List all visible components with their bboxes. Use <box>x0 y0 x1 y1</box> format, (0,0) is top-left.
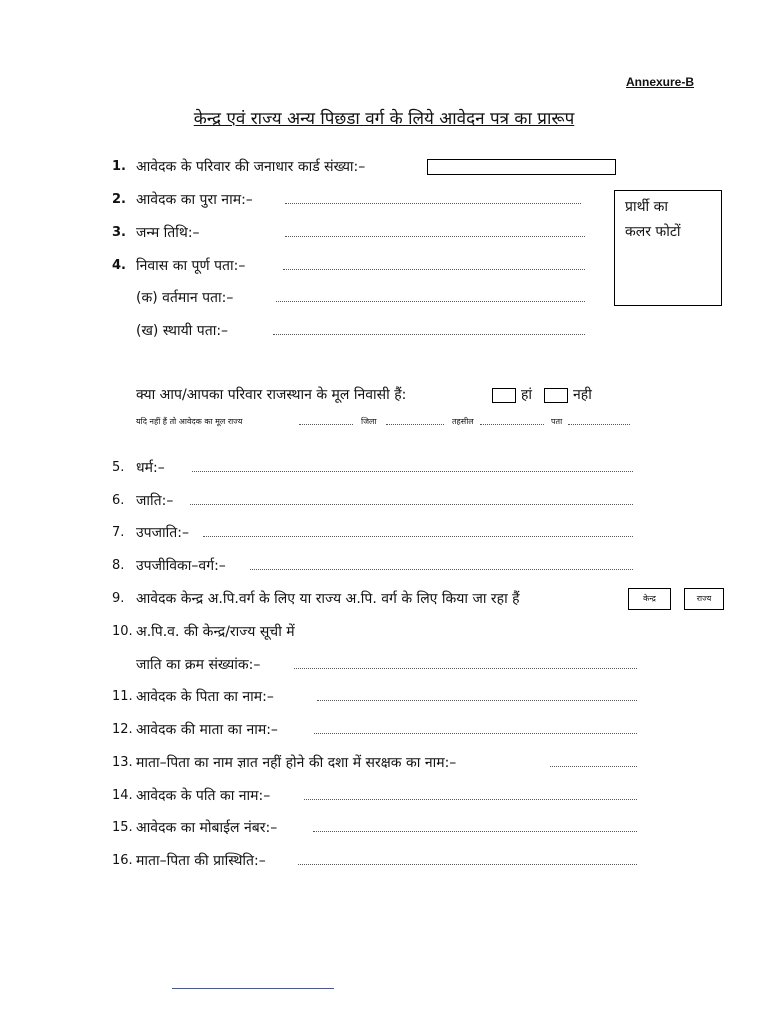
central-option-box[interactable]: केन्द्र <box>628 588 671 610</box>
item-number: 7. <box>112 525 125 540</box>
native-district-note: जिला <box>361 417 377 426</box>
photo-box-line1: प्रार्थी का <box>625 199 668 215</box>
guardian-name-input[interactable] <box>550 766 637 767</box>
no-label: नही <box>573 387 592 403</box>
field-label: उपजीविका–वर्ग:– <box>136 558 226 574</box>
permanent-address-input[interactable] <box>273 334 585 335</box>
item-number: 16. <box>112 853 133 868</box>
item-number: 15. <box>112 820 133 835</box>
field-label: माता–पिता की प्रास्थिति:– <box>136 853 266 869</box>
field-label: जाति का क्रम संख्यांक:– <box>136 657 261 673</box>
native-state-note: यदि नहीं हैं तो आवेदक का मूल राज्य <box>136 417 243 426</box>
yes-checkbox[interactable] <box>492 388 516 403</box>
annexure-label: Annexure-B <box>626 75 695 89</box>
religion-input[interactable] <box>192 471 633 472</box>
item-number: 3. <box>112 225 126 240</box>
mobile-number-input[interactable] <box>313 831 637 832</box>
field-label: आवेदक का पुरा नाम:– <box>136 192 253 208</box>
full-address-input[interactable] <box>283 269 585 270</box>
field-label: जन्म तिथि:– <box>136 225 200 241</box>
item-number: 9. <box>112 591 125 606</box>
photo-box-line2: कलर फोटों <box>625 224 681 240</box>
no-checkbox[interactable] <box>544 388 568 403</box>
field-label: आवेदक के परिवार की जनाधार कार्ड संख्या:– <box>136 159 366 175</box>
field-label: उपजाति:– <box>136 525 189 541</box>
native-tehsil-note: तहसील <box>452 417 474 426</box>
form-title: केन्द्र एवं राज्य अन्य पिछडा वर्ग के लिये आवेदन पत्र का प्रारूप <box>193 109 575 129</box>
item-number: 4. <box>112 258 126 273</box>
item-number: 13. <box>112 755 133 770</box>
item-number: 6. <box>112 493 125 508</box>
occupation-class-input[interactable] <box>250 569 633 570</box>
native-address-note: पता <box>551 417 563 426</box>
item-number: 1. <box>112 159 126 174</box>
full-name-input[interactable] <box>285 203 581 204</box>
birth-date-input[interactable] <box>285 236 585 237</box>
caste-serial-input[interactable] <box>294 668 637 669</box>
mother-name-input[interactable] <box>314 733 637 734</box>
parent-status-input[interactable] <box>298 864 637 865</box>
native-tehsil-input[interactable] <box>480 424 544 425</box>
state-option-box[interactable]: राज्य <box>684 588 724 610</box>
item-number: 8. <box>112 558 125 573</box>
footer-divider <box>172 988 334 989</box>
husband-name-input[interactable] <box>304 799 637 800</box>
field-label: अ.पि.व. की केन्द्र/राज्य सूची में <box>136 624 295 640</box>
field-label: आवेदक का मोबाईल नंबर:– <box>136 820 278 836</box>
native-state-input[interactable] <box>299 424 353 425</box>
item-number: 10. <box>112 624 133 639</box>
field-label: (ख) स्थायी पता:– <box>136 323 229 339</box>
item-number: 12. <box>112 722 133 737</box>
item-number: 5. <box>112 460 125 475</box>
field-label: जाति:– <box>136 493 174 509</box>
field-label: (क) वर्तमान पता:– <box>136 290 234 306</box>
field-label: धर्म:– <box>136 460 165 476</box>
item-number: 14. <box>112 788 133 803</box>
father-name-input[interactable] <box>317 700 637 701</box>
photo-box <box>614 190 722 306</box>
item-number: 11. <box>112 689 133 704</box>
subcaste-input[interactable] <box>203 536 633 537</box>
yes-label: हां <box>521 387 533 403</box>
field-label: निवास का पूर्ण पता:– <box>136 258 246 274</box>
native-address-input[interactable] <box>568 424 630 425</box>
jan-aadhaar-input[interactable] <box>427 159 616 175</box>
caste-input[interactable] <box>190 504 633 505</box>
native-district-input[interactable] <box>386 424 444 425</box>
field-label: आवेदक केन्द्र अ.पि.वर्ग के लिए या राज्य अ.पि. वर्ग के लिए किया जा रहा हैं <box>136 591 520 607</box>
native-question: क्या आप/आपका परिवार राजस्थान के मूल निवासी हैं: <box>136 387 407 403</box>
field-label: आवेदक की माता का नाम:– <box>136 722 278 738</box>
item-number: 2. <box>112 192 126 207</box>
current-address-input[interactable] <box>276 301 585 302</box>
field-label: माता–पिता का नाम ज्ञात नहीं होने की दशा में सरक्षक का नाम:– <box>136 755 457 771</box>
field-label: आवेदक के पिता का नाम:– <box>136 689 274 705</box>
field-label: आवेदक के पति का नाम:– <box>136 788 271 804</box>
